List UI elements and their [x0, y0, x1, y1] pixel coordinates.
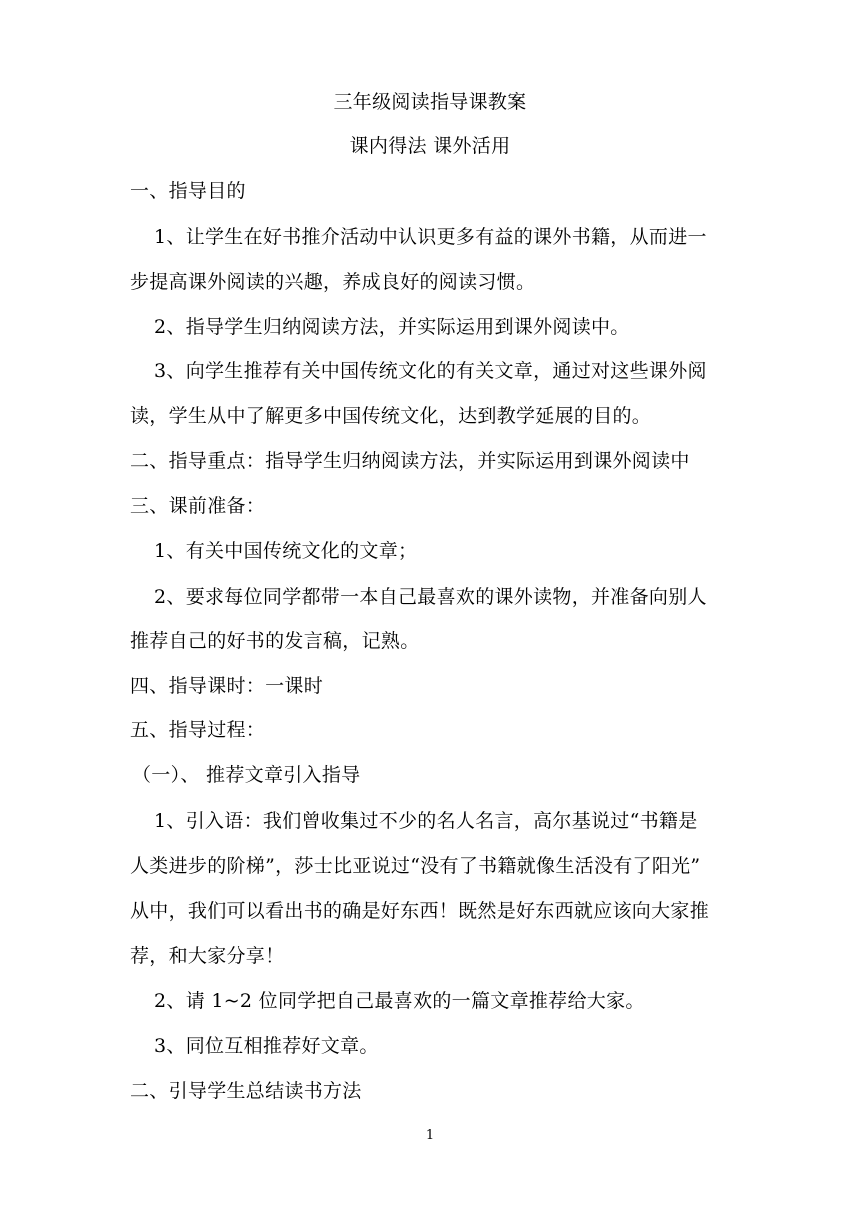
section-heading: 一、指导目的 — [130, 180, 246, 202]
paragraph-line: 3、同位互相推荐好文章。 — [154, 1035, 379, 1057]
paragraph-line: 推荐自己的好书的发言稿，记熟。 — [130, 630, 420, 652]
paragraph-line: 3、向学生推荐有关中国传统文化的有关文章，通过对这些课外阅 — [154, 360, 707, 382]
page-number: 1 — [425, 1128, 435, 1143]
paragraph-line: 步提高课外阅读的兴趣，养成良好的阅读习惯。 — [130, 271, 536, 293]
section-heading: 三、课前准备： — [130, 495, 266, 517]
paragraph-line: 1、让学生在好书推介活动中认识更多有益的课外书籍，从而进一 — [154, 226, 707, 248]
paragraph-line: 1、有关中国传统文化的文章； — [154, 540, 418, 562]
paragraph-line: 读，学生从中了解更多中国传统文化，达到教学延展的目的。 — [130, 405, 652, 427]
paragraph-line: 荐，和大家分享！ — [130, 945, 285, 967]
paragraph-line: 人类进步的阶梯”，莎士比亚说过“没有了书籍就像生活没有了阳光” — [130, 855, 701, 877]
paragraph-line: 2、请 1~2 位同学把自己最喜欢的一篇文章推荐给大家。 — [154, 990, 645, 1012]
subsection-heading: （一）、 推荐文章引入指导 — [132, 764, 361, 786]
paragraph-line: 2、指导学生归纳阅读方法，并实际运用到课外阅读中。 — [154, 316, 630, 338]
document-subtitle: 课内得法 课外活用 — [349, 135, 511, 157]
section-heading: 二、引导学生总结读书方法 — [130, 1080, 362, 1102]
section-heading: 四、指导课时：一课时 — [130, 675, 324, 697]
section-heading: 二、指导重点：指导学生归纳阅读方法，并实际运用到课外阅读中 — [130, 450, 690, 472]
paragraph-line: 1、引入语：我们曾收集过不少的名人名言，高尔基说过“书籍是 — [154, 810, 698, 832]
section-heading: 五、指导过程： — [130, 719, 266, 741]
paragraph-line: 从中，我们可以看出书的确是好东西！既然是好东西就应该向大家推 — [130, 900, 710, 922]
paragraph-line: 2、要求每位同学都带一本自己最喜欢的课外读物，并准备向别人 — [154, 586, 707, 608]
document-title: 三年级阅读指导课教案 — [333, 91, 527, 113]
